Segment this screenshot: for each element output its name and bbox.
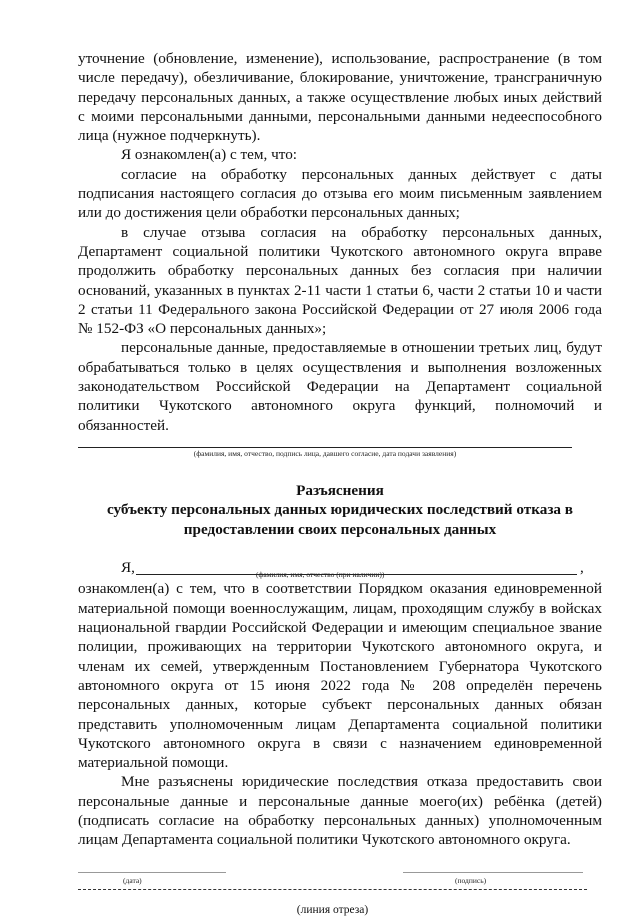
cut-caption: (линия отреза): [296, 903, 369, 916]
explanation-title-line-2: субъекту персональных данных юридических последствий отказа в: [106, 501, 574, 519]
name-field-row: [78, 559, 602, 580]
name-field-caption: (фамилия, имя, отчество (при наличии)): [256, 570, 385, 580]
date-field-line[interactable]: [78, 872, 226, 873]
date-signature-block: [78, 872, 602, 902]
ya-label: Я,: [121, 559, 135, 577]
signature-caption: (фамилия, имя, отчество, подпись лица, давшего согласие, дата подачи заявления): [193, 448, 457, 458]
date-caption: (дата): [123, 875, 142, 885]
explanation-title-line-1: Разъяснения: [296, 481, 384, 499]
explanation-title: [78, 481, 602, 540]
consent-paragraph-4: в случае отзыва согласия на обработку персональных данных, Департамент социальной политики Чукотского автономного округа вправе продолжить обработку персональных данных без согласия при наличии оснований, указанных в пунктах 2-11 части 1 статьи 6, части 2 статьи 10 и части 2 статьи 11 Федерального закона Российской Федерации от 27 июля 2006 года № 152-ФЗ «О персональных данных»;: [78, 223, 602, 338]
cut-line: [78, 889, 587, 890]
ya-comma: ,: [580, 559, 584, 577]
consent-paragraph-1: уточнение (обновление, изменение), использование, распространение (в том числе передачу), обезличивание, блокирование, уничтожение, трансграничную передачу персональных данных, а также осуществление любых иных действий с моими персональными данными, персональными данными недееспособного лица (нужное подчеркнуть).: [78, 50, 602, 145]
explanation-paragraph-2: Мне разъяснены юридические последствия отказа предоставить свои персональные данные и персональные данные моего(их) ребёнка (детей) (подписать согласие на обработку персональных данных) уполномоченным лицам Департамента социальной политики Чукотского автономного округа.: [78, 773, 602, 849]
document-page: [78, 49, 602, 916]
sign-caption: (подпись): [455, 875, 487, 885]
signature-line[interactable]: [78, 447, 572, 448]
explanation-title-line-3: предоставлении своих персональных данных: [183, 520, 497, 538]
consent-paragraph-3: согласие на обработку персональных данных действует с даты подписания настоящего согласия до отзыва его моим письменным заявлением или до достижения цели обработки персональных данных;: [78, 165, 602, 222]
consent-paragraph-2: Я ознакомлен(а) с тем, что:: [121, 146, 298, 164]
sign-field-line[interactable]: [403, 872, 583, 873]
explanation-paragraph-1: ознакомлен(а) с тем, что в соответствии Порядком оказания единовременной материальной помощи военнослужащим, лицам, проходящим службу в войсках национальной гвардии Российской Федерации и имеющим специальное звание полиции, проживающих на территории Чукотского автономного округа, и членам их семей, утвержденным Постановлением Губернатора Чукотского автономного округа от 15 июня 2022 года № 208 определён перечень персональных данных, которые субъект персональных данных обязан представить уполномоченным лицам Департамента социальной политики Чукотского автономного округа в связи с назначением единовременной материальной помощи.: [78, 580, 602, 772]
consent-paragraph-5: персональные данные, предоставляемые в отношении третьих лиц, будут обрабатываться только в целях осуществления и выполнения возложенных законодательством Российской Федерации на Департамент социальной политики Чукотского автономного округа функций, полномочий и обязанностей.: [78, 339, 602, 434]
